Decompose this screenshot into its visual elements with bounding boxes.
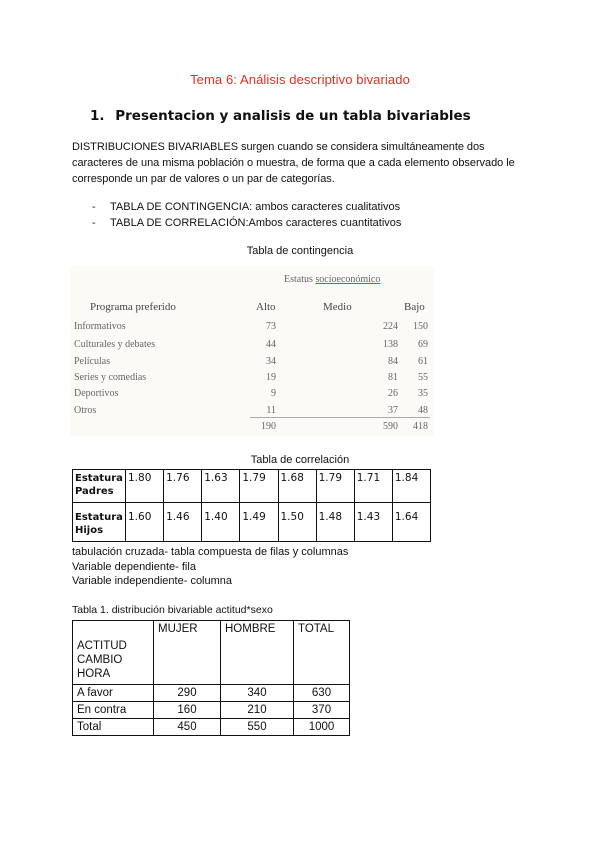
section-heading-text: Presentacion y analisis de un tabla bivariables (115, 108, 471, 124)
note-line: tabulación cruzada- tabla compuesta de filas y columnas (72, 546, 349, 558)
header-cell-actitud: ACTITUD CAMBIO HORA (73, 621, 154, 685)
col-header-medio: Medio (323, 301, 352, 313)
cell: 550 (221, 719, 294, 736)
table-row (73, 470, 431, 503)
cell: 1.43 (354, 502, 392, 541)
estatus-label: Estatus (284, 274, 316, 285)
col-header-alto: Alto (256, 301, 276, 313)
correlation-caption: Tabla de correlación (250, 454, 350, 466)
cell-alto: 19 (266, 372, 276, 383)
note-line: Variable independiente- columna (72, 575, 233, 587)
table-row (73, 502, 431, 541)
col-header-bajo: Bajo (404, 301, 425, 313)
cell-bajo: 150 (413, 321, 428, 332)
intro-line: DISTRIBUCIONES BIVARIABLES surgen cuando se considera simultáneamente dos (72, 141, 485, 153)
total-alto: 190 (261, 421, 276, 432)
cell-alto: 11 (266, 405, 276, 416)
row-label: Otros (74, 405, 97, 416)
intro-paragraph (72, 139, 542, 187)
cell: 1.79 (316, 470, 354, 503)
note-line: Variable dependiente- fila (72, 560, 196, 573)
cell: 210 (221, 702, 294, 719)
row-label: Películas (74, 356, 111, 367)
total-bajo: 418 (413, 421, 428, 432)
notes (72, 545, 348, 589)
cell-medio: 26 (388, 388, 398, 399)
cell-alto: 73 (266, 321, 276, 332)
bullet-item (92, 199, 401, 215)
document-title: Tema 6: Análisis descriptivo bivariado (190, 72, 410, 87)
cell: 1.84 (392, 470, 430, 503)
row-label-padres: Estatura Padres (73, 470, 126, 503)
correlation-table (72, 469, 431, 542)
cell: 1.76 (164, 470, 202, 503)
cell-bajo: 61 (418, 356, 428, 367)
cell-medio: 224 (383, 321, 398, 332)
socioeconomico-label: socioeconómico (315, 274, 381, 285)
cell: 450 (154, 719, 221, 736)
cell-alto: 9 (271, 388, 276, 399)
cell-bajo: 55 (418, 372, 428, 383)
cell-bajo: 69 (418, 339, 428, 350)
cell: 160 (154, 702, 221, 719)
cell: 1.79 (240, 470, 278, 503)
cell: 1.50 (278, 502, 316, 541)
table-row (73, 702, 350, 719)
contingency-table-image (70, 266, 434, 436)
section-heading (92, 108, 471, 124)
cell-medio: 138 (383, 339, 398, 350)
row-label: Deportivos (74, 388, 119, 399)
cell: 1.80 (126, 470, 164, 503)
bullet-dash: - (92, 201, 96, 213)
cell: 1.68 (278, 470, 316, 503)
intro-line: corresponde un par de valores o un par de categorías. (72, 173, 335, 185)
row-label: A favor (73, 685, 154, 702)
header-cell: HOMBRE (221, 621, 294, 685)
estatus-header (284, 274, 380, 285)
cell: 340 (221, 685, 294, 702)
table-header-row (73, 621, 350, 685)
intro-line: caracteres de una misma población o muestra, de forma que a cada elemento observado le (72, 157, 515, 169)
row-label: En contra (73, 702, 154, 719)
cell-medio: 81 (388, 372, 398, 383)
cell-bajo: 35 (418, 388, 428, 399)
tabla1-caption: Tabla 1. distribución bivariable actitud*sexo (72, 604, 273, 616)
cell-alto: 34 (266, 356, 276, 367)
cell-medio: 37 (388, 405, 398, 416)
cell: 1.60 (126, 502, 164, 541)
header-cell: MUJER (154, 621, 221, 685)
cell: 1000 (294, 719, 350, 736)
row-label: Total (73, 719, 154, 736)
cell: 290 (154, 685, 221, 702)
bullet-item (92, 215, 401, 231)
cell: 1.46 (164, 502, 202, 541)
row-label: Culturales y debates (74, 339, 156, 350)
cell: 370 (294, 702, 350, 719)
cell: 1.64 (392, 502, 430, 541)
cell-bajo: 48 (418, 405, 428, 416)
row-label: Informativos (74, 321, 126, 332)
contingency-caption: Tabla de contingencia (246, 245, 354, 257)
cell: 630 (294, 685, 350, 702)
bullet-text: TABLA DE CONTINGENCIA: ambos caracteres cualitativos (110, 201, 401, 213)
cell: 1.63 (202, 470, 240, 503)
cell-medio: 84 (388, 356, 398, 367)
cell: 1.48 (316, 502, 354, 541)
row-label-hijos: Estatura Hijos (73, 502, 126, 541)
totals-rule (250, 417, 430, 418)
bullet-dash: - (92, 217, 96, 229)
bullet-text: TABLA DE CORRELACIÓN:Ambos caracteres cuantitativos (110, 217, 402, 229)
table-row (73, 719, 350, 736)
cell: 1.49 (240, 502, 278, 541)
actitud-sexo-table (72, 620, 350, 736)
cell: 1.40 (202, 502, 240, 541)
total-medio: 590 (383, 421, 398, 432)
cell-alto: 44 (266, 339, 276, 350)
header-cell: TOTAL (294, 621, 350, 685)
section-number: 1. (90, 108, 105, 124)
cell: 1.71 (354, 470, 392, 503)
table-row (73, 685, 350, 702)
row-label: Series y comedias (74, 372, 147, 383)
col-header-programa: Programa preferido (90, 301, 176, 313)
bullet-list (92, 199, 401, 231)
